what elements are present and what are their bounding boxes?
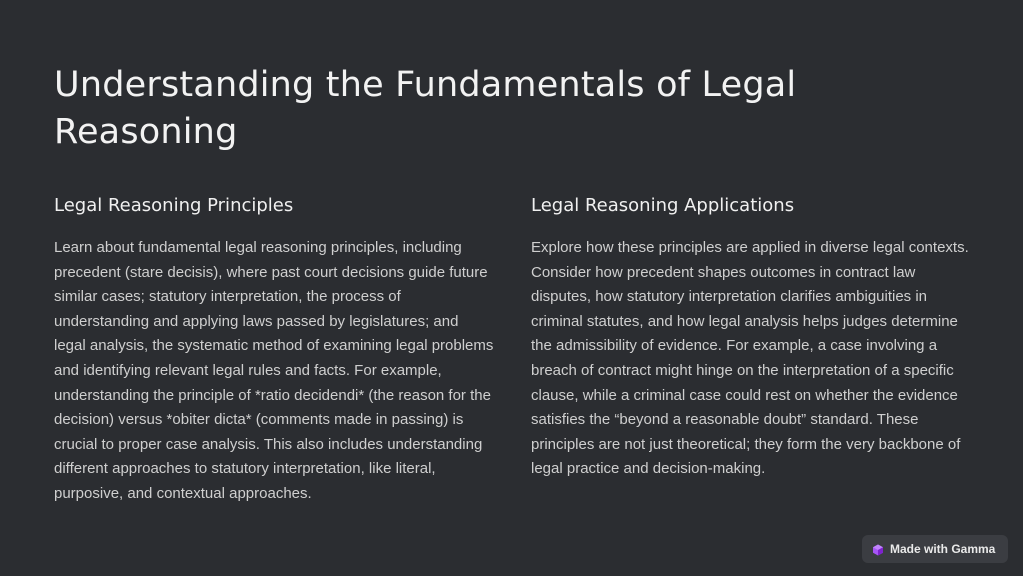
slide-title: Understanding the Fundamentals of Legal Reasoning <box>54 65 797 152</box>
principles-heading: Legal Reasoning Principles <box>54 195 294 216</box>
made-with-gamma-button[interactable] <box>862 535 1008 563</box>
gamma-logo-icon <box>872 543 884 555</box>
badge-label: Made with Gamma <box>890 542 996 556</box>
applications-column <box>531 194 971 482</box>
principles-body: Learn about fundamental legal reasoning principles, including precedent (stare decisis), where past court decisions guide future similar cases; statutory interpretation, the process of understanding and applying laws passed by legislatures; and legal analysis, the systematic method of examining legal problems and identifying relevant legal rules and facts. For example, understanding the principle of *ratio decidendi* (the reason for the decision) versus *obiter dicta* (comments made in passing) is crucial to proper case analysis. This also includes understanding different approaches to statutory interpretation, like literal, purposive, and contextual approaches. <box>54 239 494 502</box>
applications-body: Explore how these principles are applied in diverse legal contexts. Consider how precedent shapes outcomes in contract law disputes, how statutory interpretation clarifies ambiguities in criminal statutes, and how legal analysis helps judges determine the admissibility of evidence. For example, a case involving a breach of contract might hinge on the interpretation of a specific clause, while a criminal case could rest on whether the evidence satisfies the “beyond a reasonable doubt” standard. These principles are not just theoretical; they form the very backbone of legal practice and decision-making. <box>531 239 969 478</box>
applications-heading: Legal Reasoning Applications <box>531 195 795 216</box>
principles-column <box>54 194 494 507</box>
